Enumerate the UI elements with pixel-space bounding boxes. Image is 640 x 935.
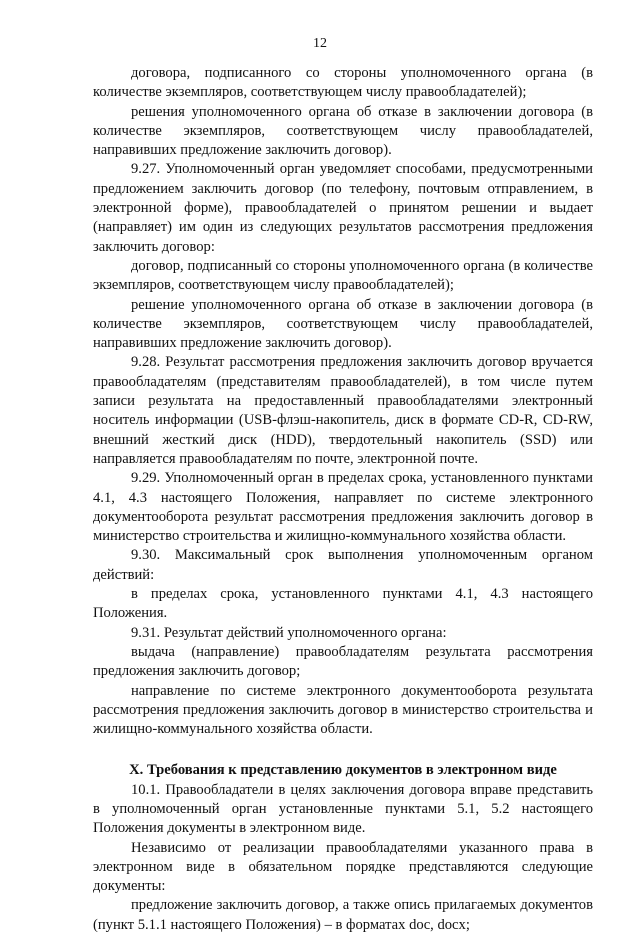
paragraph-9-30: 9.30. Максимальный срок выполнения уполномоченным органом действий:	[93, 547, 593, 583]
document-body	[93, 64, 593, 935]
paragraph-contract-signed: договора, подписанного со стороны уполномоченного органа (в количестве экземпляров, соответствующем числу правообладателей);	[93, 65, 593, 101]
paragraph-offer-formats: предложение заключить договор, а также опись прилагаемых документов (пункт 5.1.1 настоящего Положения) – в форматах doc, docx;	[93, 897, 593, 933]
paragraph-regardless: Независимо от реализации правообладателями указанного права в электронном виде в обязательном порядке представляются следующие документы:	[93, 839, 593, 895]
paragraph-9-29: 9.29. Уполномоченный орган в пределах срока, установленного пунктами 4.1, 4.3 настоящего Положения, направляет по системе электронного документооборота результат рассмотрения предложения заключить договор в министерство строительства и жилищно-коммунального хозяйства области.	[93, 470, 593, 545]
section-title: X. Требования к представлению документов в электронном виде	[129, 762, 557, 779]
paragraph-9-28: 9.28. Результат рассмотрения предложения заключить договор вручается правообладателям (представителям правообладателей), в том числе путем записи результата на предоставленный правообладателями электронный носитель информации (USB-флэш-накопитель, диск в формате CD-R, CD-RW, внешний жесткий диск (HDD), твердотельный накопитель (SSD) или направляется правообладателям по почте, электронной почте.	[93, 354, 593, 467]
paragraph-9-27: 9.27. Уполномоченный орган уведомляет способами, предусмотренными предложением заключить договор (по телефону, почтовым отправлением, в электронной форме), правообладателей о принятом решении и выдает (направляет) им один из следующих результатов рассмотрения предложения заключить договор:	[93, 161, 593, 255]
paragraph-refusal-decision: решения уполномоченного органа об отказе в заключении договора (в количестве экземпляров, соответствующем числу правообладателей, направивших предложение заключить договор).	[93, 103, 593, 159]
paragraph-issuance: выдача (направление) правообладателям результата рассмотрения предложения заключить договор;	[93, 643, 593, 680]
paragraph-9-31: 9.31. Результат действий уполномоченного органа:	[131, 624, 447, 641]
paragraph-contract-signed-2: договор, подписанный со стороны уполномоченного органа (в количестве экземпляров, соответствующем числу правообладателей);	[93, 257, 593, 294]
paragraph-refusal-decision-2: решение уполномоченного органа об отказе в заключении договора (в количестве экземпляров, соответствующем числу правообладателей, направивших предложение заключить договор).	[93, 296, 593, 352]
page-number: 12	[313, 36, 327, 51]
paragraph-term: в пределах срока, установленного пунктами 4.1, 4.3 настоящего Положения.	[93, 586, 593, 622]
paragraph-edo-direction: направление по системе электронного документооборота результата рассмотрения предложения заключить договор в министерство строительства и жилищно-коммунального хозяйства области.	[93, 682, 593, 738]
paragraph-10-1: 10.1. Правообладатели в целях заключения договора вправе представить в уполномоченный орган установленные пунктами 5.1, 5.2 настоящего Положения документы в электронном виде.	[93, 781, 593, 837]
